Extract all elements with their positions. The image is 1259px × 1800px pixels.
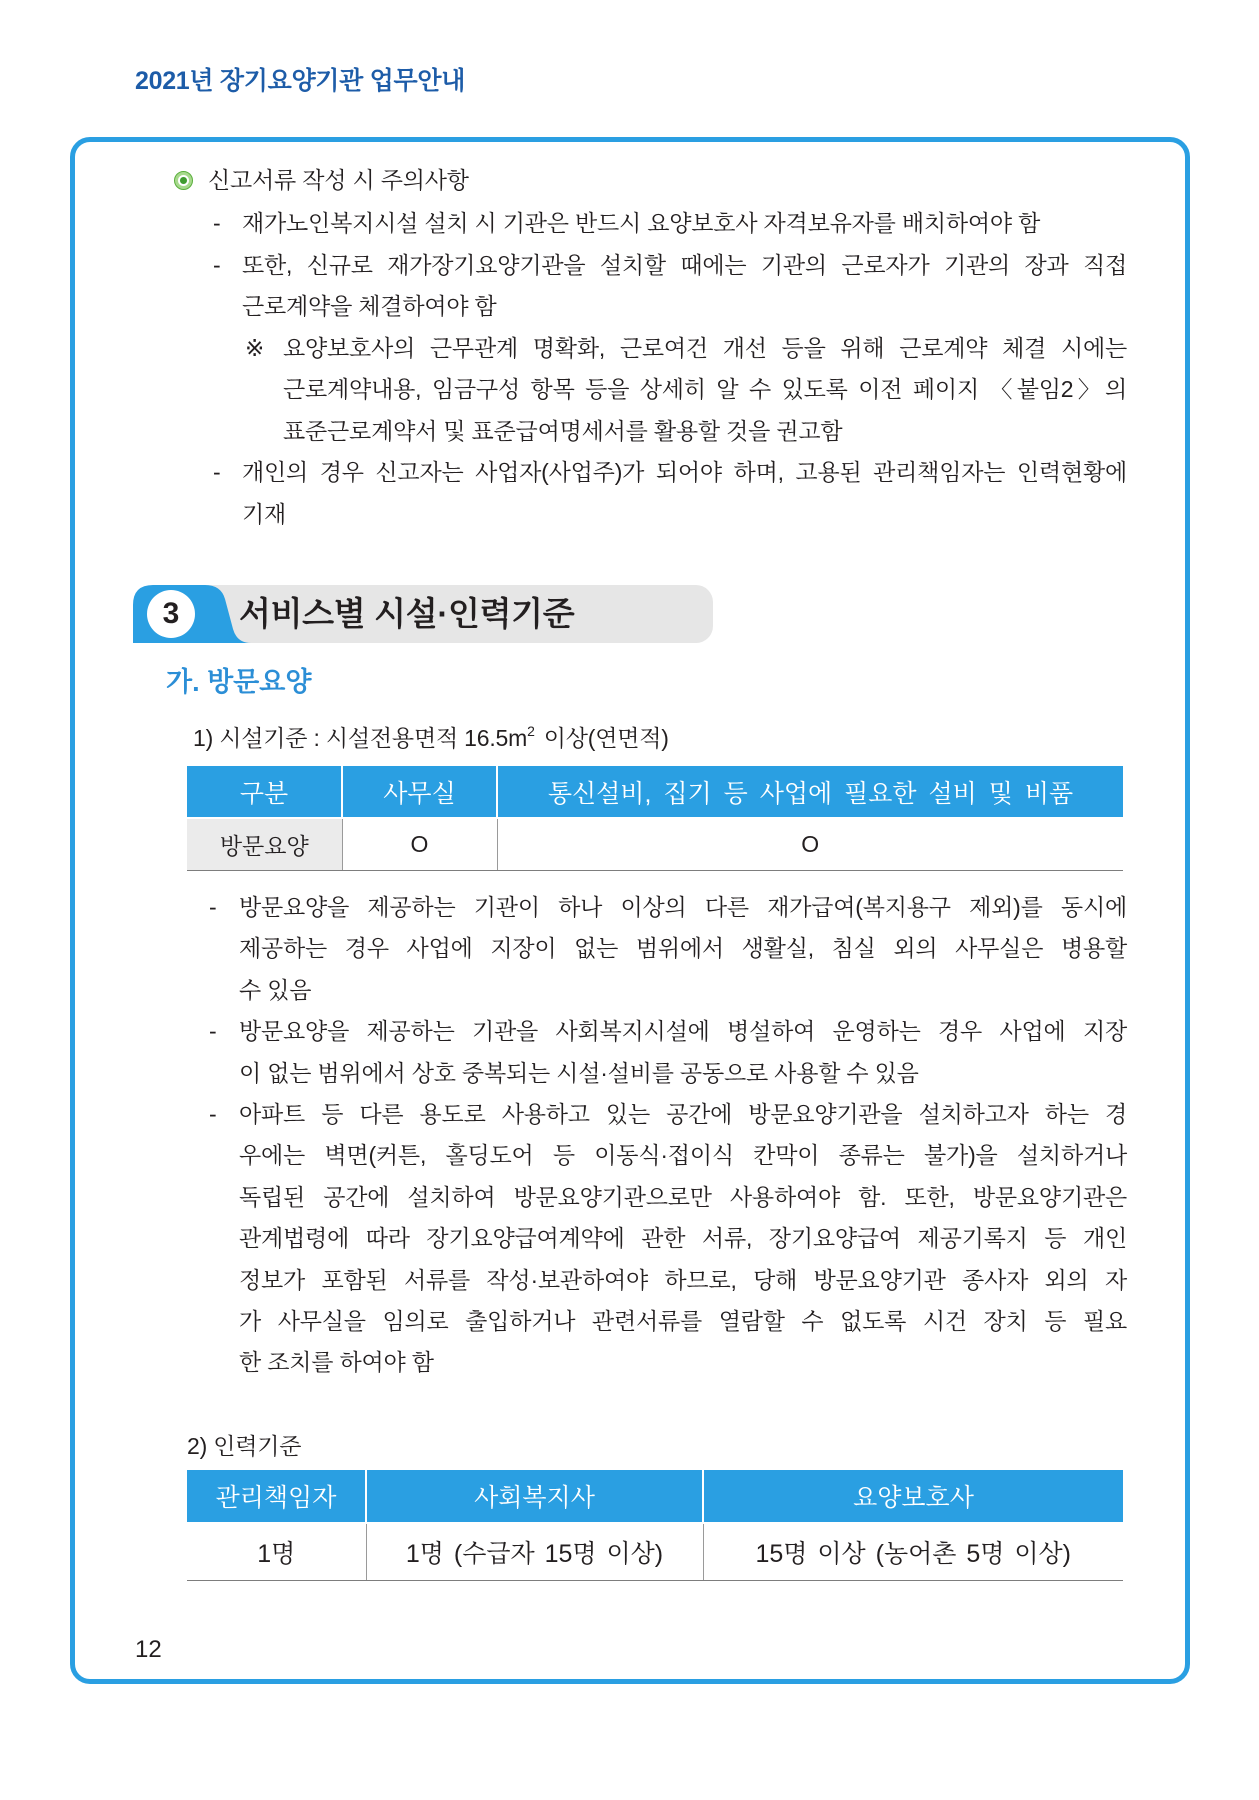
list-marker: -: [213, 252, 221, 278]
notice-title: 신고서류 작성 시 주의사항: [208, 167, 469, 193]
notice-item-line: 근로계약내용, 임금구성 항목 등을 상세히 알 수 있도록 이전 페이지 〈붙임2〉의: [283, 376, 1127, 402]
table-header-cell: 요양보호사: [703, 1470, 1123, 1523]
note-line: 수 있음: [239, 977, 312, 1003]
table-cell: O: [497, 818, 1123, 870]
notice-item-line: 기재: [242, 501, 287, 527]
staffing-heading: 2) 인력기준: [187, 1433, 302, 1459]
list-marker: -: [213, 459, 221, 485]
note-line: 한 조치를 하여야 함: [239, 1349, 434, 1375]
notice-item-line: 요양보호사의 근무관계 명확화, 근로여건 개선 등을 위해 근로계약 체결 시에는: [283, 335, 1127, 361]
table-header-cell: 통신설비, 집기 등 사업에 필요한 설비 및 비품: [497, 766, 1123, 818]
note-line: 가 사무실을 임의로 출입하거나 관련서류를 열람할 수 없도록 시건 장치 등 필요: [239, 1308, 1127, 1334]
list-marker: -: [209, 1101, 217, 1127]
section-title: 서비스별 시설·인력기준: [239, 595, 575, 632]
notice-item-line: 근로계약을 체결하여야 함: [242, 293, 497, 319]
notice-item-line: 표준근로계약서 및 표준급여명세서를 활용할 것을 권고함: [283, 418, 843, 444]
table-cell: 1명 (수급자 15명 이상): [366, 1523, 703, 1580]
notice-item-line: 또한, 신규로 재가장기요양기관을 설치할 때에는 기관의 근로자가 기관의 장과 직접: [242, 252, 1127, 278]
table-header-cell: 구분: [187, 766, 342, 818]
table-row: [187, 1523, 1123, 1580]
note-line: 제공하는 경우 사업에 지장이 없는 범위에서 생활실, 침실 외의 사무실은 병용할: [239, 935, 1127, 961]
green-circle-bullet-icon: [174, 171, 193, 190]
facility-heading-superscript: 2: [527, 723, 535, 739]
table-cell: 15명 이상 (농어촌 5명 이상): [703, 1523, 1123, 1580]
facility-heading-tail: 이상(연면적): [543, 725, 669, 751]
note-line: 아파트 등 다른 용도로 사용하고 있는 공간에 방문요양기관을 설치하고자 하는 경: [239, 1101, 1127, 1127]
document-header-title: 2021년 장기요양기관 업무안내: [135, 67, 466, 95]
list-marker: -: [209, 1018, 217, 1044]
facility-table: [187, 766, 1123, 871]
note-line: 이 없는 범위에서 상호 중복되는 시설·설비를 공동으로 사용할 수 있음: [239, 1060, 919, 1086]
table-header-row: [187, 766, 1123, 818]
subsection-title: 가. 방문요양: [166, 667, 312, 697]
table-cell: O: [342, 818, 497, 870]
note-line: 방문요양을 제공하는 기관이 하나 이상의 다른 재가급여(복지용구 제외)를 동시에: [239, 894, 1127, 920]
facility-heading-text: 1) 시설기준 : 시설전용면적 16.5m: [193, 725, 528, 751]
table-row-header-cell: 방문요양: [187, 818, 342, 870]
facility-heading: [193, 717, 669, 759]
staffing-table: [187, 1470, 1123, 1581]
notice-item-line: 재가노인복지시설 설치 시 기관은 반드시 요양보호사 자격보유자를 배치하여야 함: [242, 210, 1041, 236]
section-heading: [133, 585, 713, 643]
note-line: 방문요양을 제공하는 기관을 사회복지시설에 병설하여 운영하는 경우 사업에 지장: [239, 1018, 1127, 1044]
list-marker: -: [213, 210, 221, 236]
table-header-row: [187, 1470, 1123, 1523]
table-cell: 1명: [187, 1523, 366, 1580]
table-row: [187, 818, 1123, 870]
reference-mark: ※: [245, 335, 265, 361]
note-line: 정보가 포함된 서류를 작성·보관하여야 하므로, 당해 방문요양기관 종사자 외의 자: [239, 1267, 1127, 1293]
section-number-badge: 3: [147, 590, 195, 638]
notice-item-line: 개인의 경우 신고자는 사업자(사업주)가 되어야 하며, 고용된 관리책임자는 인력현황에: [242, 459, 1127, 485]
note-line: 독립된 공간에 설치하여 방문요양기관으로만 사용하여야 함. 또한, 방문요양기관은: [239, 1184, 1127, 1210]
note-line: 관계법령에 따라 장기요양급여계약에 관한 서류, 장기요양급여 제공기록지 등 개인: [239, 1225, 1127, 1251]
table-header-cell: 사회복지사: [366, 1470, 703, 1523]
page-number: 12: [135, 1636, 162, 1663]
table-header-cell: 사무실: [342, 766, 497, 818]
table-header-cell: 관리책임자: [187, 1470, 366, 1523]
note-line: 우에는 벽면(커튼, 홀딩도어 등 이동식·접이식 칸막이 종류는 불가)을 설치하거나: [239, 1142, 1127, 1168]
list-marker: -: [209, 894, 217, 920]
